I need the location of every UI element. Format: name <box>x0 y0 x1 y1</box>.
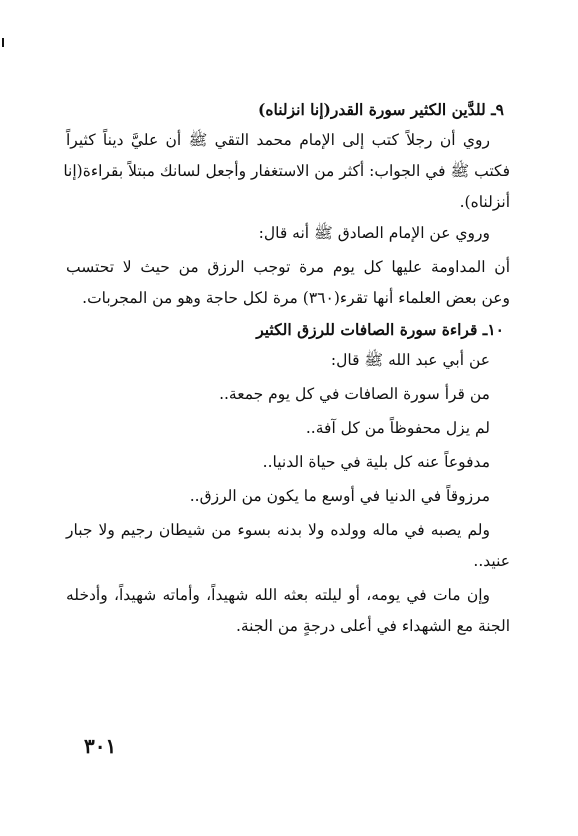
hadith-line-6: عنيد.. <box>473 552 510 570</box>
narration-line-3: أنزلناه). <box>459 193 510 211</box>
hadith-line-8: الجنة مع الشهداء في أعلى درجةٍ من الجنة. <box>235 617 510 635</box>
hadith-line-3: مدفوعاً عنه كل بلية في حياة الدنيا.. <box>262 453 490 471</box>
narration-line-2: فكتب ﷺ في الجواب: أكثر من الاستغفار وأجعل لسانك مبتلاً بقراءة(إنا <box>63 162 510 180</box>
sadiq-intro: وروي عن الإمام الصادق ﷺ أنه قال: <box>258 224 490 242</box>
section-10-heading: ١٠ـ قراءة سورة الصافات للرزق الكثير <box>256 320 504 339</box>
section-10-intro: عن أبي عبد الله ﷺ قال: <box>330 351 490 369</box>
hadith-line-1: من قرأ سورة الصافات في كل يوم جمعة.. <box>219 385 490 403</box>
narration-line-1: روي أن رجلاً كتب إلى الإمام محمد التقي ﷺ أن عليَّ ديناً كثيراً <box>66 131 490 149</box>
sadiq-line-1: أن المداومة عليها كل يوم مرة توجب الرزق من حيث لا تحتسب <box>66 258 510 276</box>
section-9-heading: ٩ـ للدَّين الكثير سورة القدر(إنا انزلناه) <box>258 100 504 119</box>
page-number: ٣٠١ <box>84 734 117 758</box>
hadith-line-5: ولم يصبه في ماله وولده ولا بدنه بسوء من شيطان رجيم ولا جبار <box>66 521 490 539</box>
hadith-line-4: مرزوقاً في الدنيا في أوسع ما يكون من الرزق.. <box>189 487 490 505</box>
hadith-line-2: لم يزل محفوظاً من كل آفة.. <box>305 419 490 437</box>
page-text <box>63 94 510 642</box>
sadiq-line-2: وعن بعض العلماء أنها تقرء(٣٦٠) مرة لكل حاجة وهو من المجربات. <box>82 289 510 307</box>
hadith-line-7: وإن مات في يومه، أو ليلته بعثه الله شهيداً، وأماته شهيداً، وأدخله <box>66 586 490 604</box>
page-edge-mark <box>2 38 4 47</box>
